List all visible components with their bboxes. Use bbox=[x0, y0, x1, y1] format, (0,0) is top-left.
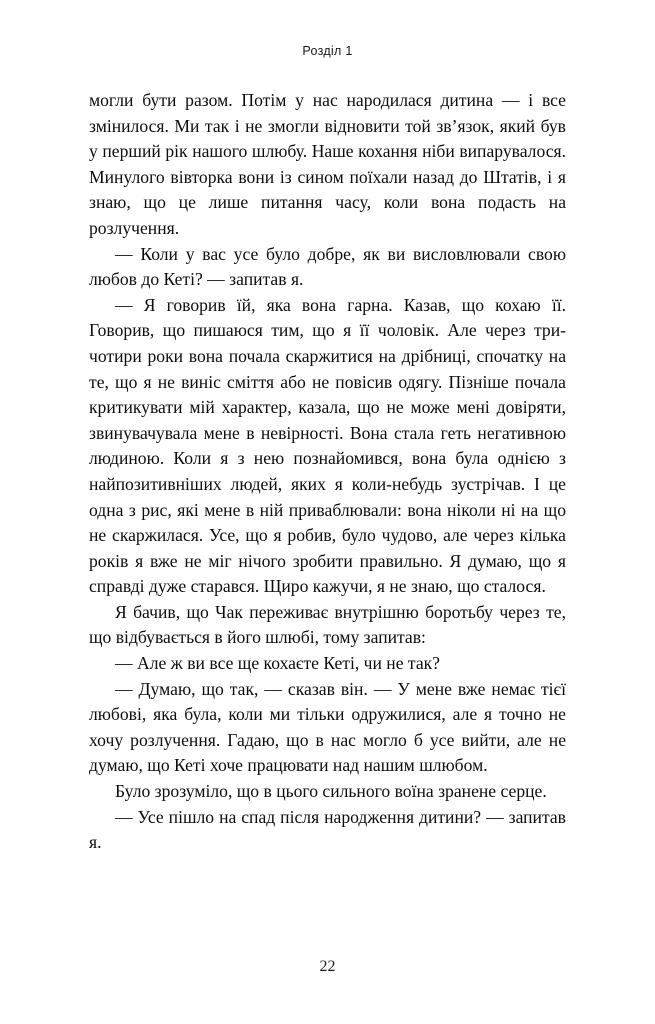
paragraph: — Думаю, що так, — сказав він. — У мене вже немає тієї любові, яка була, коли ми тільки одружилися, але я точно не хочу розлучення. Гадаю, що в нас могло б усе вийти, але не думаю, що Кеті хоче працювати над нашим шлюбом. bbox=[89, 678, 566, 776]
paragraph: — Я говорив їй, яка вона гарна. Казав, що кохаю її. Говорив, що пишаюся тим, що я її чоловік. Але через три-чотири роки вона почала скаржитися на дрібниці, спочатку на те, що я не виніс сміття або не повісив одягу. Пізніше почала критикувати мій характер, казала, що не може мені довіряти, звинувачувала мене в невірності. Вона стала геть негативною людиною. Коли я з нею познайомився, вона була однією з найпозитивніших людей, яких я коли-небудь зустрічав. І це одна з рис, які мене в ній приваблювали: вона ніколи ні на що не скаржилася. Усе, що я робив, було чудово, але через кілька років я вже не міг нічого зробити правильно. Я думаю, що я справді дуже старався. Щиро кажучи, я не знаю, що сталося. bbox=[89, 294, 566, 597]
paragraph: — Коли у вас усе було добре, як ви висловлювали свою любов до Кеті? — запитав я. bbox=[89, 243, 566, 290]
page-number: 22 bbox=[319, 958, 336, 975]
running-head: Розділ 1 bbox=[302, 44, 353, 58]
paragraph: могли бути разом. Потім у нас народилася дитина — і все змінилося. Ми так і не змогли відновити той зв’язок, який був у перший рік нашого шлюбу. Наше кохання ніби випарувалося. Минулого вівторка вони із сином поїхали назад до Штатів, і я знаю, що це лише питання часу, коли вона подасть на розлучення. bbox=[89, 90, 566, 238]
paragraph: Я бачив, що Чак переживає внутрішню боротьбу через те, що відбувається в його шлюбі, тому запитав: bbox=[89, 601, 566, 648]
paragraph: Було зрозуміло, що в цього сильного воїна зранене серце. bbox=[115, 781, 547, 802]
body-text bbox=[89, 88, 566, 856]
paragraph: — Але ж ви все ще кохаєте Кеті, чи не так? bbox=[115, 653, 440, 674]
paragraph: — Усе пішло на спад після народження дитини? — запитав я. bbox=[89, 806, 566, 853]
